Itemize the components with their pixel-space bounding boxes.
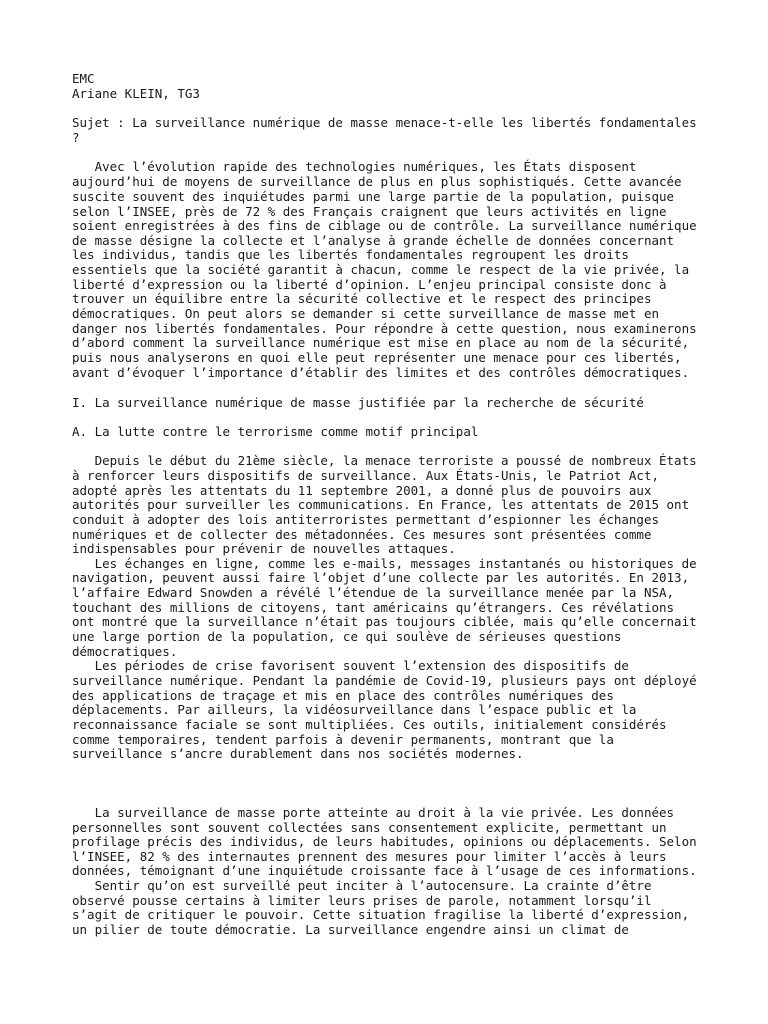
intro-line: puis nous analyserons en quoi elle peut représenter une menace pour ces libertés, xyxy=(72,350,682,365)
intro-line: suscite souvent des inquiétudes parmi une large partie de la population, puisque xyxy=(72,189,675,204)
intro-line: trouver un équilibre entre la sécurité collective et le respect des principes xyxy=(72,291,652,306)
intro-line: selon l’INSEE, près de 72 % des Français craignent que leurs activités en ligne xyxy=(72,204,667,219)
body-line: l’INSEE, 82 % des internautes prennent des mesures pour limiter l’accès à leurs xyxy=(72,849,667,864)
intro-line: liberté d’expression ou la liberté d’opinion. L’enjeu principal consiste donc à xyxy=(72,277,667,292)
body-line: Les périodes de crise favorisent souvent l’extension des dispositifs de xyxy=(72,658,629,673)
body-line: s’agit de critiquer le pouvoir. Cette situation fragilise la liberté d’expression, xyxy=(72,907,690,922)
topic-line: ? xyxy=(72,130,80,145)
intro-line: danger nos libertés fondamentales. Pour répondre à cette question, nous examinerons xyxy=(72,321,697,336)
intro-line: aujourd’hui de moyens de surveillance de plus en plus sophistiqués. Cette avancée xyxy=(72,174,682,189)
body-line: reconnaissance faciale se sont multipliées. Ces outils, initialement considérés xyxy=(72,717,667,732)
body-line: l’affaire Edward Snowden a révélé l’étendue de la surveillance menée par la NSA, xyxy=(72,585,675,600)
body-line: démocratiques. xyxy=(72,644,178,659)
subsection-heading: A. La lutte contre le terrorisme comme motif principal xyxy=(72,424,479,439)
body-line: numériques et de collecter des métadonnées. Ces mesures sont présentées comme xyxy=(72,527,652,542)
body-line: surveillance s’ancre durablement dans nos sociétés modernes. xyxy=(72,746,524,761)
body-line: ont montré que la surveillance n’était pas toujours ciblée, mais qu’elle concernait xyxy=(72,614,697,629)
body-line: Les échanges en ligne, comme les e-mails, messages instantanés ou historiques de xyxy=(72,556,697,571)
body-line: Depuis le début du 21ème siècle, la menace terroriste a poussé de nombreux États xyxy=(72,453,697,468)
body-line: des applications de traçage et mis en place des contrôles numériques des xyxy=(72,688,614,703)
body-line: données, témoignant d’une inquiétude croissante face à l’usage de ces informations. xyxy=(72,863,697,878)
body-line: indispensables pour prévenir de nouvelles attaques. xyxy=(72,541,456,556)
intro-line: démocratiques. On peut alors se demander si cette surveillance de masse met en xyxy=(72,306,659,321)
intro-line: Avec l’évolution rapide des technologies numériques, les États disposent xyxy=(72,159,637,174)
body-line: profilage précis des individus, de leurs habitudes, opinions ou déplacements. Selon xyxy=(72,834,697,849)
body-line: personnelles sont souvent collectées sans consentement explicite, permettant un xyxy=(72,820,667,835)
intro-line: essentiels que la société garantit à chacun, comme le respect de la vie privée, la xyxy=(72,262,690,277)
section-heading: I. La surveillance numérique de masse justifiée par la recherche de sécurité xyxy=(72,395,644,410)
body-line: une large portion de la population, ce qui soulève de sérieuses questions xyxy=(72,629,622,644)
body-line: touchant des millions de citoyens, tant américains qu’étrangers. Ces révélations xyxy=(72,600,675,615)
body-line: comme temporaires, tendent parfois à devenir permanents, montrant que la xyxy=(72,732,614,747)
body-line: surveillance numérique. Pendant la pandémie de Covid-19, plusieurs pays ont déployé xyxy=(72,673,697,688)
body-line: Sentir qu’on est surveillé peut inciter à l’autocensure. La crainte d’être xyxy=(72,878,652,893)
intro-line: d’abord comment la surveillance numérique est mise en place au nom de la sécurité, xyxy=(72,335,690,350)
body-line: autorités pour surveiller les communications. En France, les attentats de 2015 ont xyxy=(72,497,690,512)
body-line: navigation, peuvent aussi faire l’objet d’une collecte par les autorités. En 2013, xyxy=(72,570,690,585)
subject-line: EMC xyxy=(72,71,95,86)
body-line: un pilier de toute démocratie. La surveillance engendre ainsi un climat de xyxy=(72,922,629,937)
intro-line: avant d’évoquer l’importance d’établir des limites et des contrôles démocratiques. xyxy=(72,365,690,380)
body-line: conduit à adopter des lois antiterroristes permettant d’espionner les échanges xyxy=(72,512,659,527)
author-line: Ariane KLEIN, TG3 xyxy=(72,86,200,101)
body-line: observé pousse certains à limiter leurs prises de parole, notamment lorsqu’il xyxy=(72,893,652,908)
intro-line: soient enregistrées à des fins de ciblage ou de contrôle. La surveillance numérique xyxy=(72,218,697,233)
intro-line: les individus, tandis que les libertés fondamentales regroupent les droits xyxy=(72,247,629,262)
body-line: La surveillance de masse porte atteinte au droit à la vie privée. Les données xyxy=(72,805,675,820)
topic-line: Sujet : La surveillance numérique de masse menace-t-elle les libertés fondamentales xyxy=(72,115,697,130)
body-line: à renforcer leurs dispositifs de surveillance. Aux États-Unis, le Patriot Act, xyxy=(72,468,659,483)
intro-line: de masse désigne la collecte et l’analyse à grande échelle de données concernant xyxy=(72,233,675,248)
body-line: déplacements. Par ailleurs, la vidéosurveillance dans l’espace public et la xyxy=(72,702,637,717)
body-line: adopté après les attentats du 11 septembre 2001, a donné plus de pouvoirs aux xyxy=(72,483,652,498)
